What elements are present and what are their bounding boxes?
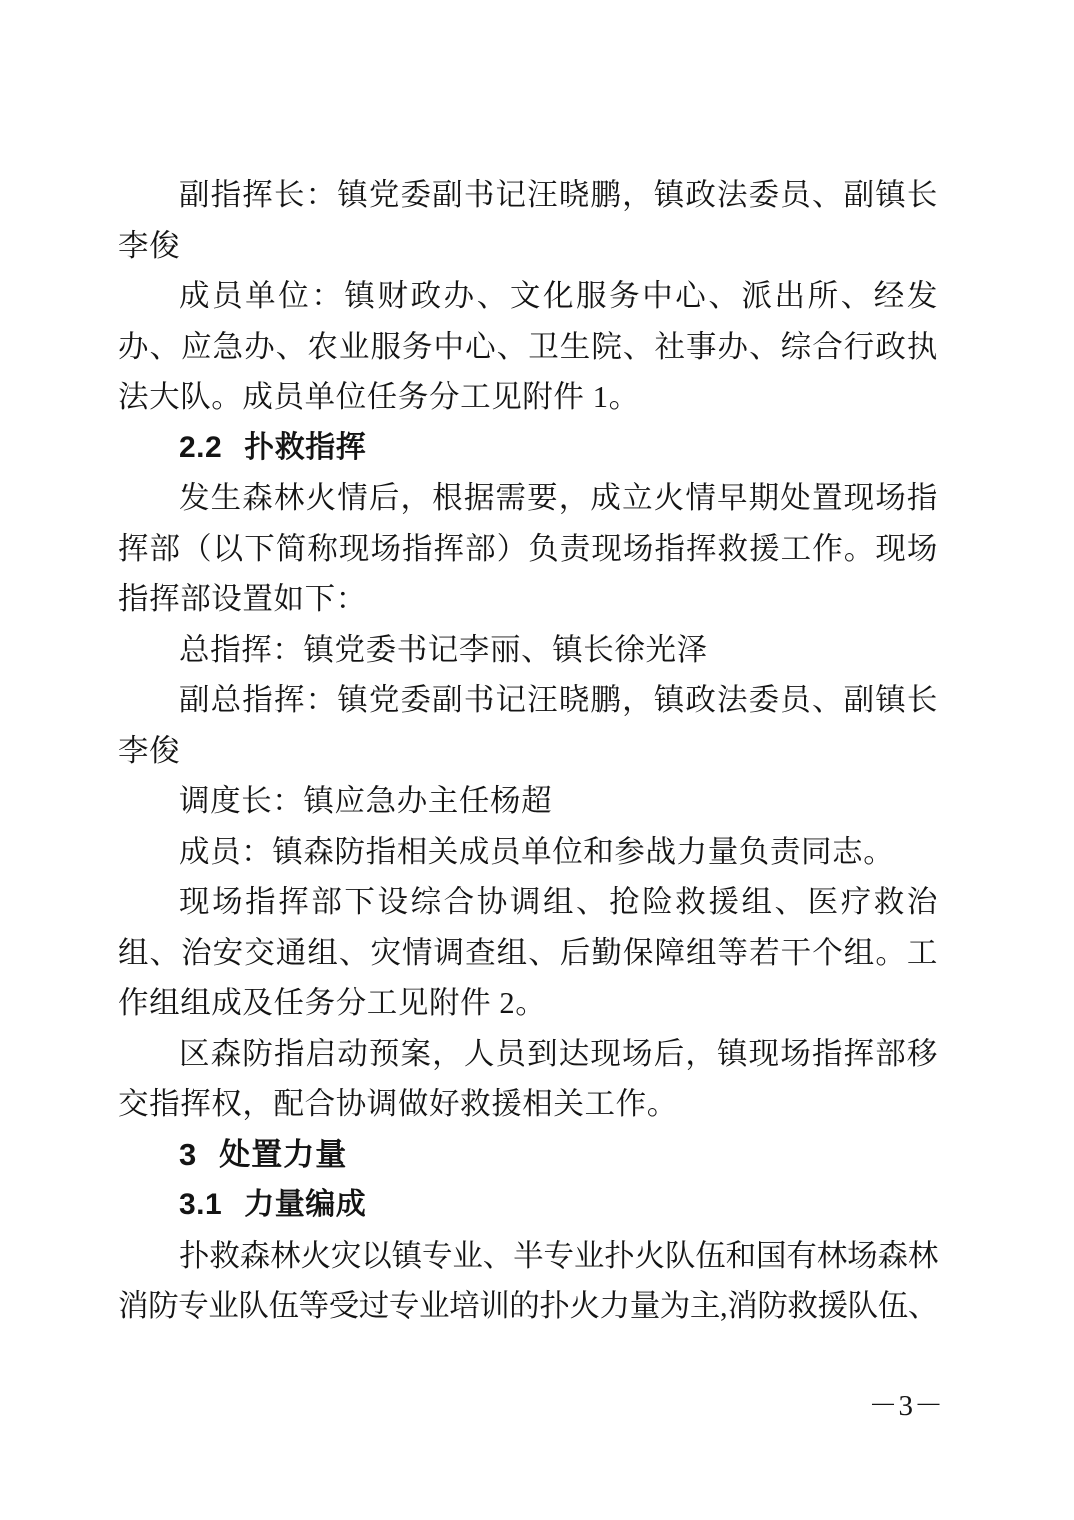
paragraph-members: 成员：镇森防指相关成员单位和参战力量负责同志。 (179, 834, 895, 869)
paragraph-member-units: 成员单位：镇财政办、文化服务中心、派出所、经发办、应急办、农业服务中心、卫生院、社事办、综合行政执法大队。成员单位任务分工见附件 1。 (118, 279, 938, 414)
paragraph-chief-commander: 总指挥：镇党委书记李丽、镇长徐光泽 (179, 632, 708, 667)
heading-text-2-2: 扑救指挥 (244, 430, 367, 464)
paragraph-deputy-chief-commander: 副总指挥：镇党委副书记汪晓鹏，镇政法委员、副镇长李俊 (118, 683, 938, 768)
heading-number-3: 3 (179, 1136, 198, 1172)
paragraph-dispatch-chief: 调度长：镇应急办主任杨超 (179, 784, 553, 818)
heading-section-3 (118, 1130, 938, 1181)
heading-text-3-1: 力量编成 (244, 1188, 367, 1221)
paragraph-vice-commander: 副指挥长：镇党委副书记汪晓鹏，镇政法委员、副镇长李俊 (118, 178, 938, 263)
page-number: －3－ (868, 1390, 944, 1422)
paragraph-working-groups: 现场指挥部下设综合协调组、抢险救援组、医疗救治组、治安交通组、灾情调查组、后勤保障组等若干个组。工作组组成及任务分工见附件 2。 (118, 885, 938, 1020)
heading-number-2-2: 2.2 (179, 430, 223, 464)
heading-section-2-2 (118, 423, 938, 474)
heading-number-3-1: 3.1 (179, 1188, 223, 1221)
paragraph-on-site-command-setup: 发生森林火情后，根据需要，成立火情早期处置现场指挥部（以下简称现场指挥部）负责现场指挥救援工作。现场指挥部设置如下： (118, 481, 938, 616)
paragraph-force-composition: 扑救森林火灾以镇专业、半专业扑火队伍和国有林场森林消防专业队伍等受过专业培训的扑火力量为主,消防救援队伍、 (118, 1238, 938, 1323)
document-body (118, 170, 938, 1332)
heading-text-3: 处置力量 (219, 1136, 348, 1172)
heading-section-3-1 (118, 1180, 938, 1231)
paragraph-handover: 区森防指启动预案，人员到达现场后，镇现场指挥部移交指挥权，配合协调做好救援相关工作。 (118, 1036, 938, 1121)
